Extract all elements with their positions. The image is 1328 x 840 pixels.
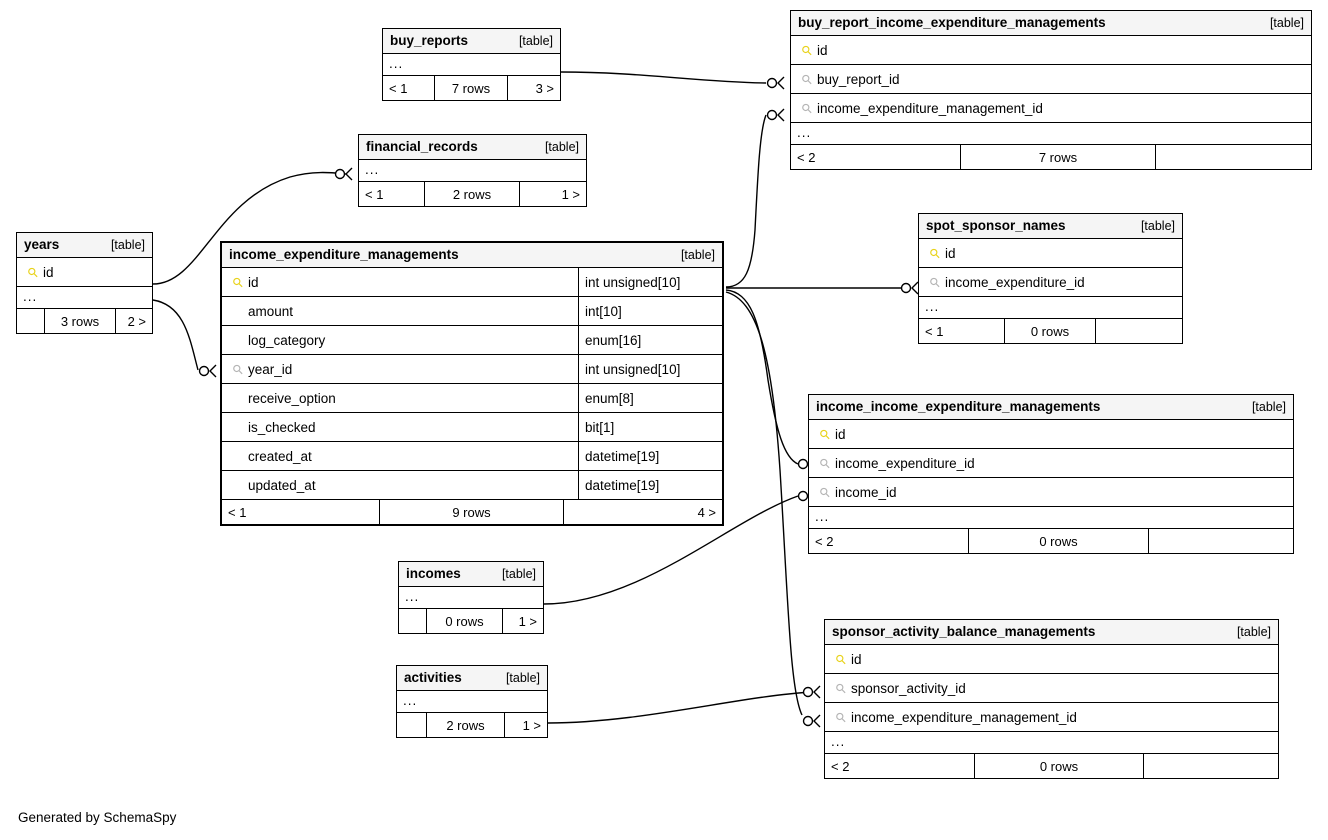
footer-rowcount: 0 rows <box>969 529 1149 553</box>
table-footer <box>222 500 722 524</box>
table-title: buy_report_income_expenditure_managements <box>798 15 1106 30</box>
generated-by-credit: Generated by SchemaSpy <box>18 810 177 825</box>
column-cell <box>222 268 578 296</box>
column-cell <box>222 442 578 470</box>
column-cell <box>919 268 1182 296</box>
footer-parents: < 2 <box>809 529 969 553</box>
table-row[interactable] <box>17 258 152 287</box>
primary-key-icon: ⚲ <box>816 425 834 443</box>
table-income_income_expenditure_managements[interactable] <box>808 394 1294 554</box>
table-title: spot_sponsor_names <box>926 218 1066 233</box>
table-kind-label: [table] <box>544 139 579 154</box>
footer-children: 1 > <box>518 613 537 629</box>
table-row[interactable] <box>791 94 1311 123</box>
column-name: id <box>248 274 259 290</box>
table-kind-label: [table] <box>505 670 540 685</box>
more-columns-ellipsis: ... <box>825 732 1278 754</box>
table-title: years <box>24 237 60 252</box>
footer-parents: < 1 <box>383 76 435 100</box>
more-columns-ellipsis: ... <box>809 507 1293 529</box>
footer-children: 1 > <box>561 186 580 202</box>
column-cell <box>222 297 578 325</box>
column-cell <box>809 478 1293 506</box>
column-name: income_id <box>835 484 897 500</box>
column-cell <box>809 420 1293 448</box>
table-row[interactable] <box>222 268 722 297</box>
table-title: sponsor_activity_balance_managements <box>832 624 1096 639</box>
footer-parents: < 2 <box>825 754 975 778</box>
column-name: id <box>835 426 846 442</box>
table-footer <box>919 319 1182 343</box>
column-name: income_expenditure_management_id <box>817 100 1043 116</box>
table-header[interactable] <box>222 243 722 268</box>
foreign-key-icon: ⚲ <box>816 483 834 501</box>
table-years[interactable] <box>16 232 153 334</box>
footer-rowcount: 3 rows <box>45 309 116 333</box>
primary-key-icon: ⚲ <box>798 41 816 59</box>
column-type: int unsigned[10] <box>578 268 722 296</box>
footer-parents: < 1 <box>222 500 380 524</box>
column-name: created_at <box>248 448 312 464</box>
footer-children: 2 > <box>127 313 146 329</box>
column-cell <box>825 674 1278 702</box>
table-row[interactable] <box>791 36 1311 65</box>
column-name: income_expenditure_id <box>835 455 975 471</box>
more-columns-ellipsis: ... <box>359 160 586 182</box>
table-kind-label: [table] <box>680 247 715 262</box>
table-kind-label: [table] <box>1269 15 1304 30</box>
column-list <box>791 36 1311 123</box>
column-type: datetime[19] <box>578 442 722 470</box>
table-row[interactable] <box>222 326 722 355</box>
column-name: is_checked <box>248 419 316 435</box>
more-columns-ellipsis: ... <box>383 54 560 76</box>
column-name: buy_report_id <box>817 71 900 87</box>
column-name: year_id <box>248 361 293 377</box>
column-cell <box>222 355 578 383</box>
foreign-key-icon: ⚲ <box>832 708 850 726</box>
table-row[interactable] <box>809 420 1293 449</box>
table-header[interactable] <box>809 395 1293 420</box>
table-header[interactable] <box>397 666 547 691</box>
table-header[interactable] <box>791 11 1311 36</box>
footer-parents: < 1 <box>359 182 425 206</box>
footer-parents <box>17 309 45 333</box>
more-columns-ellipsis: ... <box>399 587 543 609</box>
table-title: financial_records <box>366 139 478 154</box>
column-type: int[10] <box>578 297 722 325</box>
table-row[interactable] <box>222 355 722 384</box>
foreign-key-icon: ⚲ <box>816 454 834 472</box>
table-title: income_income_expenditure_managements <box>816 399 1101 414</box>
footer-rowcount: 0 rows <box>975 754 1144 778</box>
foreign-key-icon: ⚲ <box>229 360 247 378</box>
column-cell <box>825 703 1278 731</box>
column-name: amount <box>248 303 294 319</box>
table-footer <box>825 754 1278 778</box>
footer-parents: < 1 <box>919 319 1005 343</box>
table-title: income_expenditure_managements <box>229 247 459 262</box>
footer-children <box>1096 319 1182 343</box>
table-footer <box>791 145 1311 169</box>
table-kind-label: [table] <box>1236 624 1271 639</box>
table-header[interactable] <box>399 562 543 587</box>
column-cell <box>791 65 1311 93</box>
column-type: bit[1] <box>578 413 722 441</box>
column-list <box>919 239 1182 297</box>
table-title: incomes <box>406 566 461 581</box>
table-footer <box>359 182 586 206</box>
table-row[interactable] <box>809 478 1293 507</box>
table-row[interactable] <box>825 703 1278 732</box>
column-cell <box>222 413 578 441</box>
column-cell <box>222 471 578 499</box>
foreign-key-icon: ⚲ <box>926 273 944 291</box>
primary-key-icon: ⚲ <box>926 244 944 262</box>
table-header[interactable] <box>17 233 152 258</box>
footer-children <box>1144 754 1278 778</box>
footer-children: 1 > <box>522 717 541 733</box>
table-buy_report_income_expenditure_managements[interactable] <box>790 10 1312 170</box>
footer-rowcount: 2 rows <box>427 713 505 737</box>
column-name: id <box>851 651 862 667</box>
footer-rowcount: 7 rows <box>961 145 1156 169</box>
more-columns-ellipsis: ... <box>919 297 1182 319</box>
table-incomes[interactable] <box>398 561 544 634</box>
column-list <box>17 258 152 287</box>
primary-key-icon: ⚲ <box>832 650 850 668</box>
footer-rowcount: 0 rows <box>1005 319 1096 343</box>
table-kind-label: [table] <box>1251 399 1286 414</box>
column-type: int unsigned[10] <box>578 355 722 383</box>
table-row[interactable] <box>222 384 722 413</box>
column-name: log_category <box>248 332 326 348</box>
table-title: activities <box>404 670 462 685</box>
table-row[interactable] <box>919 268 1182 297</box>
table-row[interactable] <box>222 297 722 326</box>
primary-key-icon: ⚲ <box>229 273 247 291</box>
table-financial_records[interactable] <box>358 134 587 207</box>
table-title: buy_reports <box>390 33 469 48</box>
column-name: sponsor_activity_id <box>851 680 966 696</box>
table-row[interactable] <box>222 413 722 442</box>
footer-parents <box>399 609 427 633</box>
column-cell <box>222 384 578 412</box>
table-row[interactable] <box>222 471 722 500</box>
table-footer <box>399 609 543 633</box>
column-cell <box>825 645 1278 673</box>
table-row[interactable] <box>222 442 722 471</box>
table-header[interactable] <box>383 29 560 54</box>
table-header[interactable] <box>359 135 586 160</box>
footer-rowcount: 0 rows <box>427 609 503 633</box>
table-footer <box>17 309 152 333</box>
column-cell <box>791 36 1311 64</box>
column-cell <box>809 449 1293 477</box>
column-list <box>825 645 1278 732</box>
table-activities[interactable] <box>396 665 548 738</box>
column-cell <box>222 326 578 354</box>
footer-children: 3 > <box>535 80 554 96</box>
table-row[interactable] <box>919 239 1182 268</box>
table-sponsor_activity_balance_managements[interactable] <box>824 619 1279 779</box>
table-kind-label: [table] <box>518 33 553 48</box>
table-header[interactable] <box>919 214 1182 239</box>
table-row[interactable] <box>791 65 1311 94</box>
table-header[interactable] <box>825 620 1278 645</box>
more-columns-ellipsis: ... <box>791 123 1311 145</box>
column-type: enum[8] <box>578 384 722 412</box>
column-list <box>222 268 722 500</box>
footer-rowcount: 2 rows <box>425 182 520 206</box>
foreign-key-icon: ⚲ <box>832 679 850 697</box>
table-buy_reports[interactable] <box>382 28 561 101</box>
column-cell <box>919 239 1182 267</box>
column-type: enum[16] <box>578 326 722 354</box>
column-name: receive_option <box>248 390 336 406</box>
column-name: income_expenditure_management_id <box>851 709 1077 725</box>
column-name: id <box>817 42 828 58</box>
more-columns-ellipsis: ... <box>17 287 152 309</box>
primary-key-icon: ⚲ <box>24 263 42 281</box>
table-row[interactable] <box>825 645 1278 674</box>
footer-children <box>1156 145 1311 169</box>
column-name: id <box>945 245 956 261</box>
footer-rowcount: 9 rows <box>380 500 564 524</box>
more-columns-ellipsis: ... <box>397 691 547 713</box>
column-cell <box>791 94 1311 122</box>
footer-parents <box>397 713 427 737</box>
table-row[interactable] <box>809 449 1293 478</box>
table-footer <box>809 529 1293 553</box>
table-kind-label: [table] <box>1140 218 1175 233</box>
table-kind-label: [table] <box>110 237 145 252</box>
column-name: id <box>43 264 54 280</box>
table-income_expenditure_managements[interactable] <box>220 241 724 526</box>
footer-parents: < 2 <box>791 145 961 169</box>
column-type: datetime[19] <box>578 471 722 499</box>
column-list <box>809 420 1293 507</box>
table-kind-label: [table] <box>501 566 536 581</box>
foreign-key-icon: ⚲ <box>798 99 816 117</box>
table-footer <box>397 713 547 737</box>
table-footer <box>383 76 560 100</box>
column-name: updated_at <box>248 477 316 493</box>
foreign-key-icon: ⚲ <box>798 70 816 88</box>
table-row[interactable] <box>825 674 1278 703</box>
footer-children <box>1149 529 1293 553</box>
footer-rowcount: 7 rows <box>435 76 508 100</box>
column-cell <box>17 258 152 286</box>
table-spot_sponsor_names[interactable] <box>918 213 1183 344</box>
column-name: income_expenditure_id <box>945 274 1085 290</box>
footer-children: 4 > <box>697 504 716 520</box>
